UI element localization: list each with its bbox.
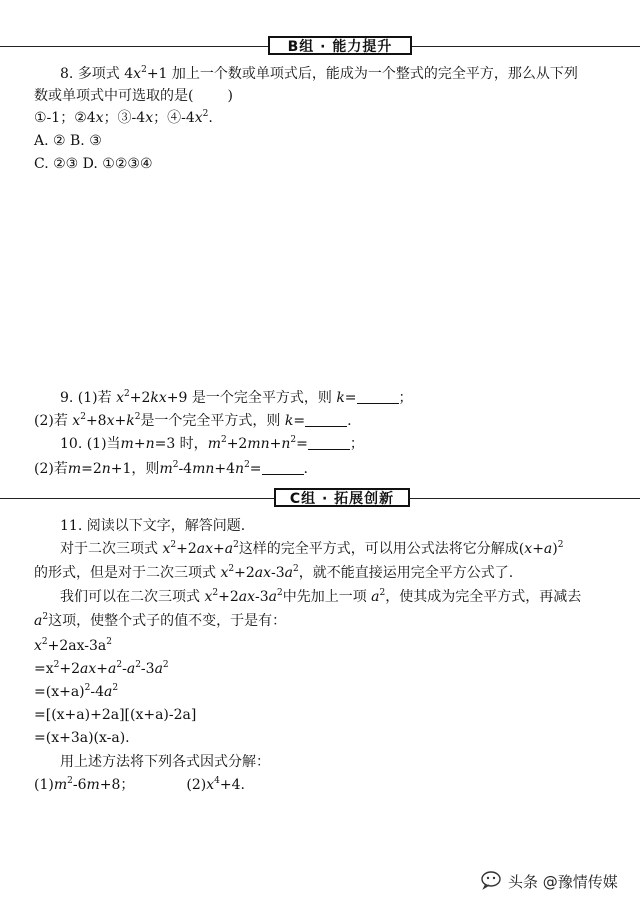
- q11-step1: $x^2+2ax-3a^2$: [34, 637, 112, 654]
- chat-bubble-icon: [480, 870, 504, 890]
- q11-step4: =[(x+a)+2a][(x+a)-2a]: [34, 707, 197, 723]
- section-b-header: [0, 36, 640, 56]
- q11-step5: =(x+3a)(x-a).: [34, 730, 130, 746]
- q8-number: 8.: [60, 66, 74, 82]
- q11-para1-line1: 对于二次三项式 $x^2+2ax+a^2$这样的完全平方式，可以用公式法将它分解成$(x+a)^2$: [60, 540, 564, 557]
- watermark-text: 头条 @豫情传媒: [508, 873, 618, 891]
- answer-blank[interactable]: [262, 462, 304, 475]
- q10-part1: 10. (1)当m+n=3 时，$m^2+2mn+n^2=$ ；: [60, 435, 364, 452]
- answer-blank[interactable]: [357, 391, 399, 404]
- q11-task: 用上述方法将下列各式因式分解：: [60, 754, 270, 770]
- section-c-header: [0, 488, 640, 508]
- q9-part2: (2)若 $x^2+8x+k^2$是一个完全平方式，则 k= .: [34, 412, 352, 429]
- q11-para2-line2: $a^2$这项，使整个式子的值不变，于是有：: [34, 612, 287, 629]
- q11-step2: $=x^2+2ax+a^2-a^2-3a^2$: [34, 660, 169, 677]
- q8-choices-ab: A. ② B. ③: [34, 133, 102, 149]
- answer-blank[interactable]: [308, 437, 350, 450]
- q11-subquestions: $(1)m^2-6m+8$； $(2)x^4+4$.: [34, 776, 245, 793]
- q11-para1-line2: 的形式，但是对于二次三项式 $x^2+2ax-3a^2$，就不能直接运用完全平方公式了.: [34, 564, 514, 581]
- q11-intro: 11. 阅读以下文字，解答问题.: [60, 518, 246, 534]
- section-b-label: B组 · 能力提升: [268, 36, 412, 55]
- q9-part1: 9. (1)若 $x^2+2kx+9$ 是一个完全平方式，则 k= ；: [60, 389, 413, 406]
- section-c-label: C组 · 拓展创新: [274, 488, 410, 507]
- q8-choices-cd: C. ②③ D. ①②③④: [34, 156, 153, 172]
- q8-options: ①-1；②4x；③-4x；$④-4x^2$.: [34, 109, 213, 126]
- answer-blank[interactable]: [305, 414, 347, 427]
- q10-part2: (2)若m=2n+1，则$m^2-4mn+4n^2=$ .: [34, 460, 308, 477]
- q11-para2-line1: 我们可以在二次三项式 $x^2+2ax-3a^2$中先加上一项 $a^2$，使其成为完全平方式，再减去: [60, 588, 582, 605]
- q11-step3: $=(x+a)^2-4a^2$: [34, 683, 119, 700]
- q8-stem-line1: 8. 多项式 $4x^2+1$ 加上一个数或单项式后，能成为一个整式的完全平方，那么从下列: [60, 65, 578, 82]
- q8-stem-line2: 数或单项式中可选取的是( ): [34, 88, 233, 104]
